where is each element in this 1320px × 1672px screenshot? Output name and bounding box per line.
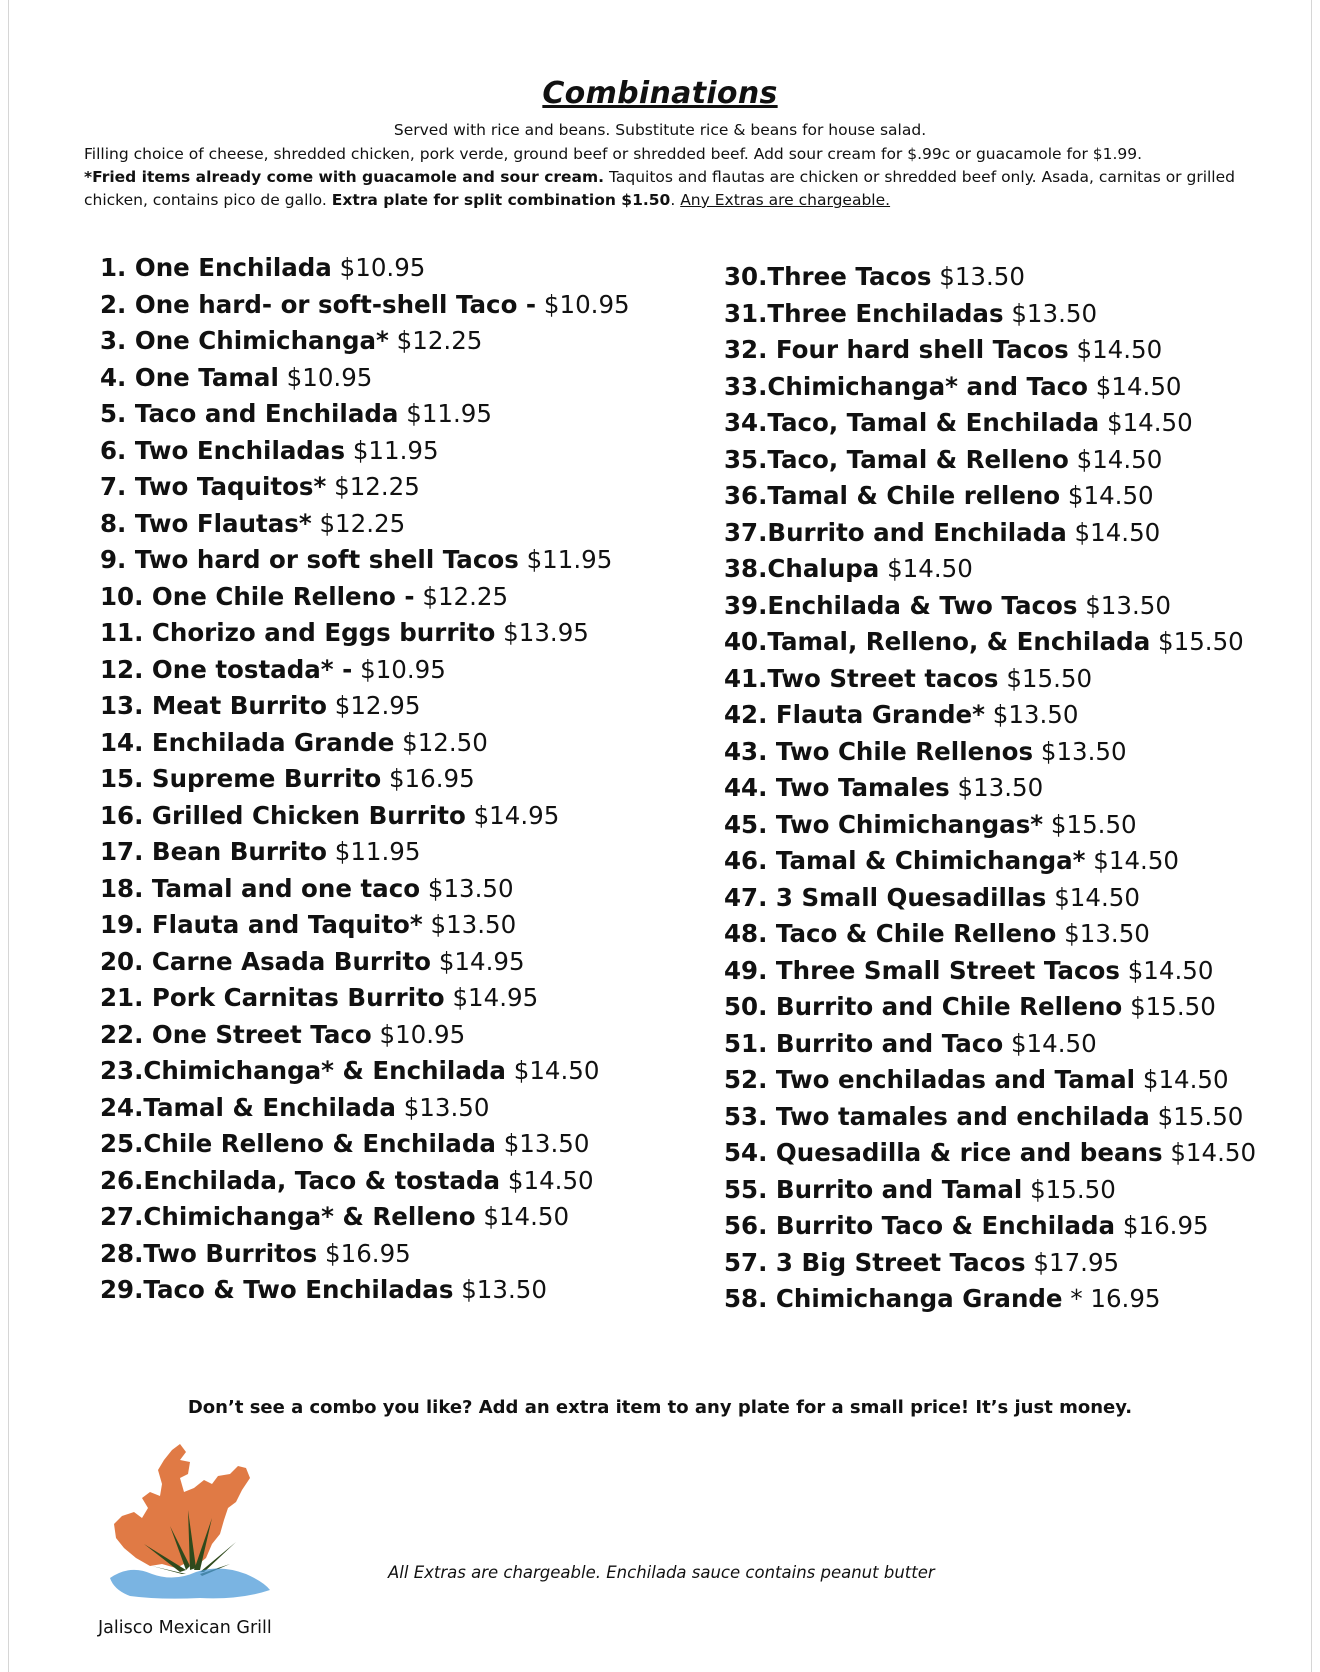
- menu-item: [100, 1163, 630, 1200]
- menu-item-name: 19. Flauta and Taquito*: [100, 910, 423, 939]
- menu-item-price: $14.50: [1074, 517, 1161, 547]
- menu-item: [724, 1026, 1256, 1063]
- menu-item: [724, 588, 1256, 625]
- menu-item-price: $16.95: [388, 764, 475, 793]
- menu-item-price: $13.50: [1011, 298, 1098, 328]
- menu-item: [100, 1090, 630, 1127]
- notes-sep: .: [670, 191, 681, 209]
- menu-item: [724, 405, 1256, 442]
- menu-item-price: $14.95: [473, 800, 560, 830]
- menu-item-price: $13.50: [503, 1129, 590, 1158]
- menu-item-name: 24.Tamal & Enchilada: [100, 1092, 396, 1122]
- menu-item: [724, 953, 1256, 990]
- menu-item-price: $14.95: [452, 983, 539, 1012]
- menu-item: [100, 615, 630, 652]
- menu-item-name: 9. Two hard or soft shell Tacos: [100, 545, 519, 574]
- menu-item: [100, 1053, 630, 1090]
- menu-item-price: $14.50: [1107, 408, 1193, 437]
- menu-item-name: 5. Taco and Enchilada: [100, 399, 399, 428]
- restaurant-logo: [100, 1440, 300, 1610]
- menu-item-name: 20. Carne Asada Burrito: [100, 946, 432, 976]
- menu-item-name: 29.Taco & Two Enchiladas: [100, 1275, 454, 1304]
- menu-item-price: $14.50: [1170, 1138, 1257, 1167]
- combo-extra-note: Don’t see a combo you like? Add an extra item to any plate for a small price! It’s just money.: [187, 1397, 1133, 1418]
- menu-item-price: $12.50: [402, 727, 488, 757]
- menu-item: [724, 989, 1256, 1026]
- menu-item-name: 56. Burrito Taco & Enchilada: [724, 1211, 1116, 1240]
- menu-item: [724, 697, 1256, 734]
- menu-item-price: $14.50: [887, 554, 973, 583]
- menu-notes: [84, 143, 1244, 212]
- menu-item-price: $10.95: [379, 1019, 466, 1049]
- menu-item-price: $14.50: [1142, 1065, 1229, 1094]
- menu-item-price: $13.50: [403, 1092, 490, 1122]
- menu-item: [100, 652, 630, 689]
- menu-item-name: 33.Chimichanga* and Taco: [724, 371, 1088, 401]
- menu-item-name: 2. One hard- or soft-shell Taco -: [100, 289, 537, 319]
- menu-item-price: $14.50: [483, 1202, 570, 1231]
- menu-item: [724, 515, 1256, 552]
- menu-item-price: $10.95: [543, 289, 630, 319]
- menu-item: [100, 469, 630, 506]
- menu-item-price: $10.95: [360, 654, 446, 684]
- menu-item-price: $15.50: [1030, 1174, 1116, 1204]
- menu-item-price: $13.50: [1085, 590, 1171, 620]
- menu-item-price: $14.50: [1076, 335, 1163, 364]
- menu-item: [724, 880, 1256, 917]
- menu-item-price: $14.50: [1010, 1028, 1097, 1058]
- menu-item: [724, 332, 1256, 369]
- menu-item: [100, 761, 630, 798]
- menu-item-price: $14.50: [513, 1056, 600, 1085]
- menu-item-price: $13.50: [430, 910, 517, 939]
- menu-item-price: $13.50: [992, 700, 1079, 729]
- menu-item: [724, 1245, 1256, 1282]
- menu-item-name: 4. One Tamal: [100, 362, 279, 392]
- menu-item-price: $16.95: [325, 1238, 411, 1268]
- menu-item-price: $14.50: [1095, 371, 1182, 401]
- menu-item: [724, 369, 1256, 406]
- menu-item-name: 40.Tamal, Relleno, & Enchilada: [724, 627, 1151, 656]
- footer-note: All Extras are chargeable. Enchilada sauce contains peanut butter: [388, 1563, 935, 1582]
- menu-item-name: 49. Three Small Street Tacos: [724, 955, 1120, 985]
- menu-item-name: 13. Meat Burrito: [100, 691, 327, 720]
- menu-item: [100, 250, 630, 287]
- menu-item: [724, 1062, 1256, 1099]
- menu-item: [100, 506, 630, 543]
- menu-item-price: $17.95: [1033, 1247, 1120, 1277]
- menu-item-price: $13.50: [1040, 736, 1127, 766]
- menu-item-price: $11.95: [352, 435, 439, 465]
- menu-item-name: 28.Two Burritos: [100, 1238, 318, 1268]
- menu-item-price: $15.50: [1130, 992, 1216, 1021]
- menu-item-name: 12. One tostada* -: [100, 654, 353, 684]
- menu-item-name: 36.Tamal & Chile relleno: [724, 481, 1061, 510]
- menu-item: [100, 396, 630, 433]
- menu-item-name: 7. Two Taquitos*: [100, 472, 327, 501]
- menu-item: [100, 1017, 630, 1054]
- water-splash: [110, 1568, 270, 1598]
- menu-item: [724, 843, 1256, 880]
- menu-item-name: 18. Tamal and one taco: [100, 873, 421, 903]
- menu-item-name: 16. Grilled Chicken Burrito: [100, 800, 466, 830]
- menu-item: [100, 944, 630, 981]
- menu-item-price: $15.50: [1157, 1101, 1244, 1131]
- menu-item-name: 53. Two tamales and enchilada: [724, 1101, 1150, 1131]
- menu-item-name: 42. Flauta Grande*: [724, 700, 985, 729]
- menu-item-price: $13.50: [1064, 919, 1150, 948]
- menu-item-name: 6. Two Enchiladas: [100, 435, 346, 465]
- menu-item: [100, 834, 630, 871]
- menu-item: [100, 798, 630, 835]
- menu-item-price: $12.25: [396, 326, 483, 355]
- menu-item-name: 37.Burrito and Enchilada: [724, 517, 1067, 547]
- menu-item: [724, 551, 1256, 588]
- menu-item-name: 55. Burrito and Tamal: [724, 1174, 1023, 1204]
- menu-item-name: 47. 3 Small Quesadillas: [724, 882, 1047, 912]
- menu-item-name: 32. Four hard shell Tacos: [724, 335, 1069, 364]
- menu-item-price: $13.50: [461, 1275, 547, 1304]
- menu-item-price: $14.50: [1093, 846, 1180, 875]
- menu-item-price: $10.95: [286, 362, 373, 392]
- menu-item: [100, 907, 630, 944]
- menu-item-price: $14.50: [507, 1165, 594, 1195]
- menu-item-name: 10. One Chile Relleno -: [100, 581, 415, 611]
- notes-line1: Filling choice of cheese, shredded chicken, pork verde, ground beef or shredded beef. Add sour cream for $.99c or guacamole for $1.99.: [84, 145, 1143, 163]
- menu-item: [100, 287, 630, 324]
- menu-item: [100, 1199, 630, 1236]
- menu-item-name: 46. Tamal & Chimichanga*: [724, 846, 1086, 875]
- notes-fried-items: *Fried items already come with guacamole and sour cream.: [84, 168, 605, 186]
- menu-item: [724, 1099, 1256, 1136]
- menu-item-price: $15.50: [1006, 663, 1093, 693]
- menu-item-price: $14.95: [438, 946, 525, 976]
- menu-item-name: 17. Bean Burrito: [100, 837, 327, 866]
- menu-item: [724, 1135, 1256, 1172]
- menu-item: [724, 916, 1256, 953]
- menu-item-price: $11.95: [406, 399, 492, 428]
- menu-item-name: 11. Chorizo and Eggs burrito: [100, 618, 496, 647]
- menu-item: [724, 1208, 1256, 1245]
- menu-item-name: 44. Two Tamales: [724, 773, 950, 802]
- menu-item: [100, 1272, 630, 1309]
- menu-item-name: 3. One Chimichanga*: [100, 326, 389, 355]
- menu-column-right: [724, 259, 1256, 1318]
- menu-item-name: 50. Burrito and Chile Relleno: [724, 992, 1123, 1021]
- menu-item-price: $16.95: [1122, 1211, 1209, 1240]
- menu-item-price: $14.50: [1127, 955, 1214, 985]
- menu-item-name: 57. 3 Big Street Tacos: [724, 1247, 1026, 1277]
- menu-item-price: $15.50: [1050, 809, 1137, 839]
- page-subtitle: Served with rice and beans. Substitute rice & beans for house salad.: [393, 121, 927, 139]
- menu-item: [100, 360, 630, 397]
- menu-item-name: 25.Chile Relleno & Enchilada: [100, 1129, 496, 1158]
- menu-item-price: $11.95: [334, 837, 421, 866]
- menu-item: [724, 296, 1256, 333]
- menu-item-name: 30.Three Tacos: [724, 262, 932, 291]
- menu-item-name: 35.Taco, Tamal & Relleno: [724, 444, 1069, 474]
- notes-split-plate: Extra plate for split combination $1.50: [331, 191, 671, 209]
- menu-item-price: $14.50: [1067, 481, 1154, 510]
- menu-item: [724, 624, 1256, 661]
- menu-item-name: 8. Two Flautas*: [100, 508, 312, 538]
- menu-item-name: 48. Taco & Chile Relleno: [724, 919, 1057, 948]
- menu-item-name: 34.Taco, Tamal & Enchilada: [724, 408, 1100, 437]
- menu-item-name: 21. Pork Carnitas Burrito: [100, 983, 445, 1012]
- menu-item-price: $13.50: [957, 773, 1044, 802]
- page-edge-left: [8, 0, 9, 1672]
- menu-item: [724, 442, 1256, 479]
- menu-item: [724, 770, 1256, 807]
- menu-item-name: 45. Two Chimichangas*: [724, 809, 1044, 839]
- menu-item-price: $14.50: [1054, 882, 1140, 912]
- menu-item-name: 27.Chimichanga* & Relleno: [100, 1202, 476, 1231]
- menu-item: [100, 542, 630, 579]
- page-edge-right: [1311, 0, 1312, 1672]
- menu-column-left: [100, 250, 630, 1309]
- menu-item-name: 54. Quesadilla & rice and beans: [724, 1138, 1163, 1167]
- menu-item-price: $13.95: [503, 618, 589, 647]
- menu-item: [724, 661, 1256, 698]
- menu-item: [100, 433, 630, 470]
- menu-item: [100, 1126, 630, 1163]
- menu-item-name: 31.Three Enchiladas: [724, 298, 1004, 328]
- menu-item: [100, 323, 630, 360]
- menu-item: [724, 478, 1256, 515]
- menu-item-name: 58. Chimichanga Grande: [724, 1284, 1063, 1313]
- mexico-map-shape: [114, 1444, 250, 1568]
- menu-item-name: 14. Enchilada Grande: [100, 727, 395, 757]
- menu-item-name: 26.Enchilada, Taco & tostada: [100, 1165, 501, 1195]
- menu-item-price: * 16.95: [1070, 1284, 1161, 1313]
- menu-item: [100, 579, 630, 616]
- menu-item-name: 15. Supreme Burrito: [100, 764, 382, 793]
- menu-item: [100, 980, 630, 1017]
- menu-item-price: $14.50: [1076, 444, 1163, 474]
- menu-item-name: 22. One Street Taco: [100, 1019, 372, 1049]
- menu-item: [724, 734, 1256, 771]
- menu-item-price: $10.95: [339, 253, 426, 282]
- menu-item-price: $13.50: [427, 873, 514, 903]
- menu-item-name: 52. Two enchiladas and Tamal: [724, 1065, 1136, 1094]
- menu-item-name: 23.Chimichanga* & Enchilada: [100, 1056, 506, 1085]
- notes-filling-info: Taquitos and flautas are chicken or shredded beef only. Asada, carnitas or grilled chicken, contains pico de gallo.: [84, 168, 1235, 209]
- menu-item-price: $11.95: [526, 545, 613, 574]
- menu-item: [724, 259, 1256, 296]
- menu-item: [100, 871, 630, 908]
- menu-item-name: 38.Chalupa: [724, 554, 880, 583]
- menu-item: [724, 1172, 1256, 1209]
- logo-caption: Jalisco Mexican Grill: [98, 1618, 272, 1638]
- menu-item-name: 43. Two Chile Rellenos: [724, 736, 1034, 766]
- menu-item-name: 1. One Enchilada: [100, 253, 332, 282]
- menu-item: [100, 1236, 630, 1273]
- menu-item-name: 39.Enchilada & Two Tacos: [724, 590, 1078, 620]
- menu-item-price: $12.25: [334, 472, 420, 501]
- menu-item: [724, 1281, 1256, 1318]
- notes-extras-chargeable: Any Extras are chargeable.: [680, 191, 891, 209]
- menu-item: [100, 688, 630, 725]
- page-title: Combinations: [542, 76, 778, 111]
- menu-item: [100, 725, 630, 762]
- menu-item-price: $12.95: [334, 691, 421, 720]
- menu-item-price: $12.25: [422, 581, 509, 611]
- menu-item-name: 41.Two Street tacos: [724, 663, 999, 693]
- menu-item: [724, 807, 1256, 844]
- menu-item-price: $15.50: [1158, 627, 1244, 656]
- menu-item-name: 51. Burrito and Taco: [724, 1028, 1004, 1058]
- menu-item-price: $13.50: [939, 262, 1025, 291]
- menu-item-price: $12.25: [319, 508, 406, 538]
